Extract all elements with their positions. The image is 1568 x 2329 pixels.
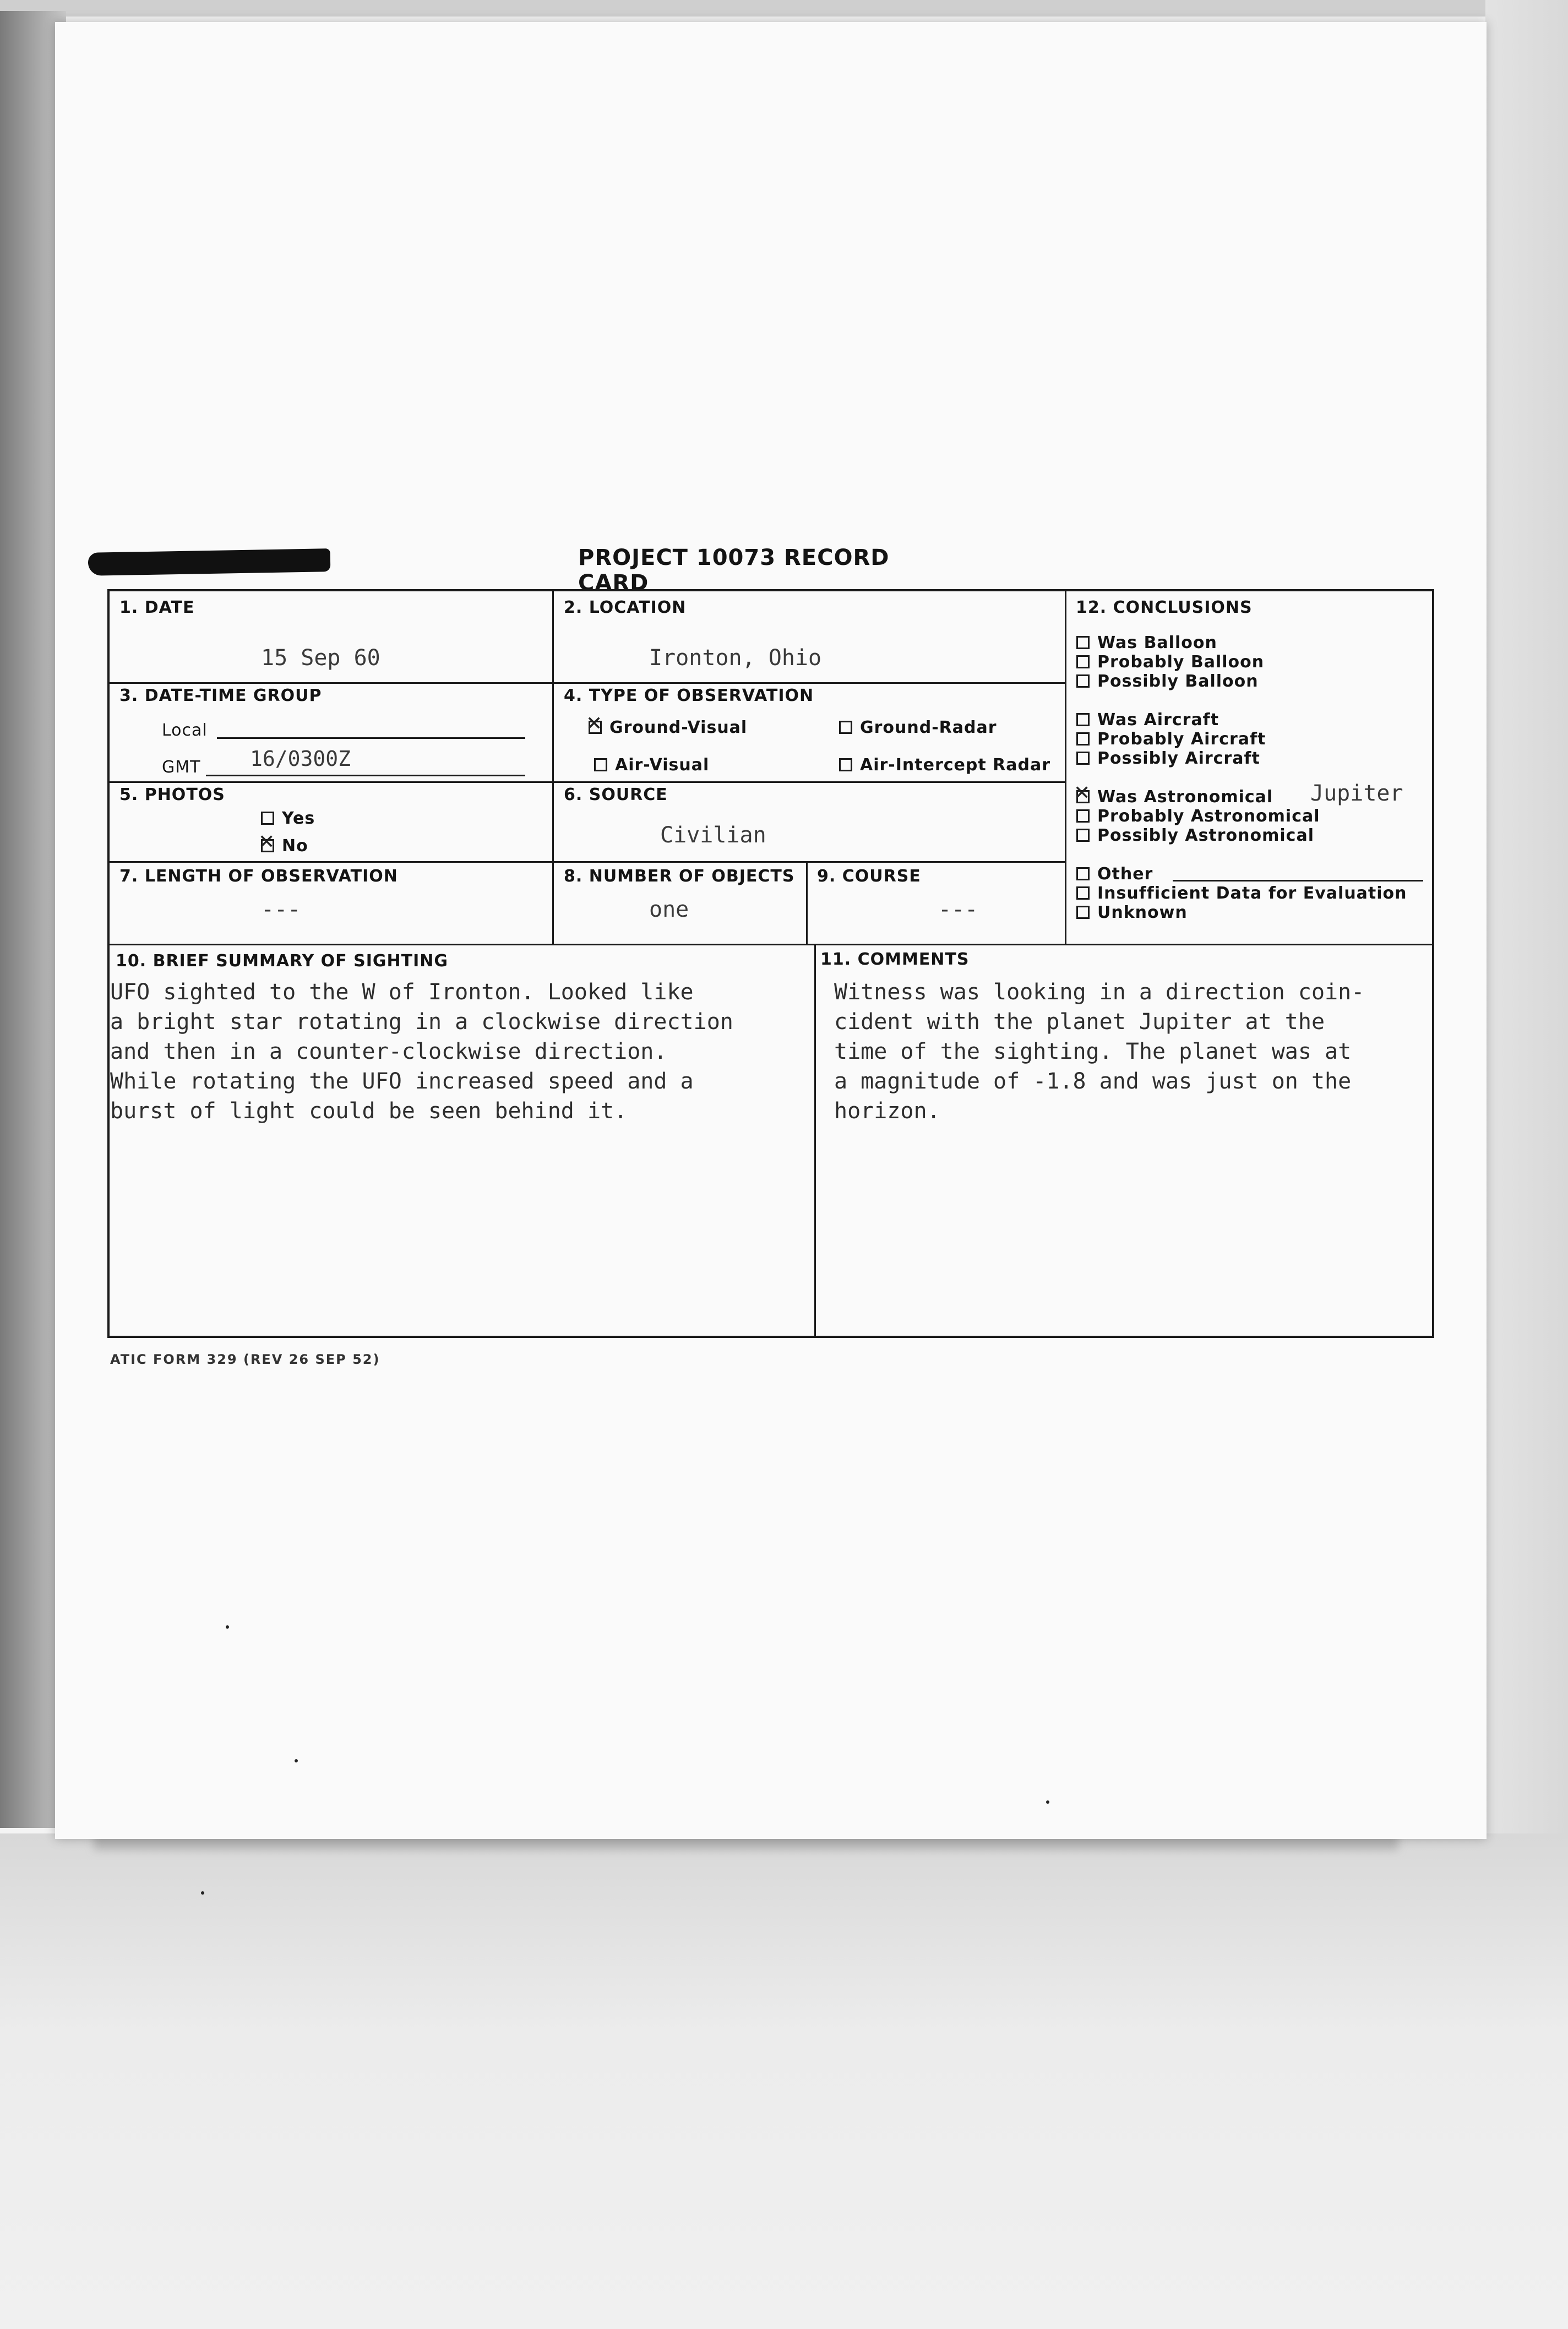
summary-line-2: a bright star rotating in a clockwise direction [110,1009,733,1035]
date-value: 15 Sep 60 [261,645,380,671]
obs-ground-radar: Ground-Radar [839,718,997,737]
photos-yes: Yes [261,809,315,828]
conclusion-annotation: Jupiter [1310,781,1403,806]
dtg-label: 3. DATE-TIME GROUP [119,686,322,705]
divider-v-2 [552,591,554,944]
summary-line-3: and then in a counter-clockwise direction. [110,1039,667,1064]
obs-ground-visual: ✕Ground-Visual [589,718,747,737]
divider-v-11 [814,944,816,1338]
checkbox[interactable] [1076,752,1090,765]
conclusion-was-aircraft: Was Aircraft [1076,710,1219,730]
comments-line-3: time of the sighting. The planet was at [834,1039,1352,1064]
conclusion-possibly-astronomical: Possibly Astronomical [1076,826,1314,845]
conclusion-unknown: Unknown [1076,903,1188,922]
ground-visual-checkbox[interactable] [589,721,602,734]
checkbox[interactable] [1076,713,1090,726]
dtg-gmt-value: 16/0300Z [250,747,351,771]
comments-line-4: a magnitude of -1.8 and was just on the [834,1069,1352,1094]
conclusion-probably-balloon: Probably Balloon [1076,652,1264,672]
comments-line-1: Witness was looking in a direction coin- [834,980,1365,1005]
conclusion-was-astronomical: ✕Was Astronomical [1076,787,1273,807]
photos-no: ✕No [261,836,308,856]
conclusion-possibly-aircraft: Possibly Aircraft [1076,749,1260,768]
conclusion-other: Other [1076,864,1153,884]
checkbox[interactable] [1076,732,1090,746]
length-label: 7. LENGTH OF OBSERVATION [119,867,398,886]
comments-line-5: horizon. [834,1098,940,1124]
divider-h-10 [110,944,1434,945]
film-edge-right [1485,0,1568,1872]
dust-speck [295,1759,298,1762]
dtg-local-line [217,737,525,739]
dtg-local-label: Local [162,721,208,740]
divider-h-5 [110,861,1065,863]
location-label: 2. LOCATION [564,598,687,617]
source-label: 6. SOURCE [564,785,668,804]
conclusion-probably-astronomical: Probably Astronomical [1076,807,1320,826]
air-intercept-radar-checkbox[interactable] [839,758,852,771]
objects-label: 8. NUMBER OF OBJECTS [564,867,795,886]
photos-yes-checkbox[interactable] [261,812,274,825]
photos-label: 5. PHOTOS [119,785,225,804]
dtg-gmt-line [206,775,525,776]
course-label: 9. COURSE [817,867,921,886]
obs-air-intercept-radar: Air-Intercept Radar [839,755,1050,775]
ground-radar-checkbox[interactable] [839,721,852,734]
comments-line-2: cident with the planet Jupiter at the [834,1009,1325,1035]
checkbox[interactable] [1076,674,1090,688]
checkbox[interactable] [1076,829,1090,842]
air-visual-checkbox[interactable] [594,758,607,771]
checkbox[interactable] [1076,886,1090,900]
obs-air-visual: Air-Visual [594,755,709,775]
conclusion-insufficient-data: Insufficient Data for Evaluation [1076,884,1407,903]
checkbox[interactable] [1076,790,1090,803]
length-value: --- [261,897,301,922]
date-label: 1. DATE [119,598,195,617]
checkbox[interactable] [1076,809,1090,823]
summary-line-5: burst of light could be seen behind it. [110,1098,628,1124]
redaction-mark [88,548,331,576]
summary-label: 10. BRIEF SUMMARY OF SIGHTING [116,951,448,971]
dust-speck [201,1891,204,1895]
source-value: Civilian [660,823,766,848]
conclusion-possibly-balloon: Possibly Balloon [1076,672,1259,691]
observation-label: 4. TYPE OF OBSERVATION [564,686,814,705]
dust-speck [1046,1800,1049,1804]
conclusion-probably-aircraft: Probably Aircraft [1076,730,1266,749]
form-id: ATIC FORM 329 (REV 26 SEP 52) [110,1352,380,1367]
dust-speck [226,1625,229,1629]
objects-value: one [649,897,689,922]
course-value: --- [938,897,978,922]
checkbox[interactable] [1076,906,1090,919]
divider-v-12 [1065,591,1066,944]
divider-h-3 [110,781,1065,783]
film-edge-top [0,0,1568,17]
divider-v-9 [806,861,808,944]
dtg-gmt-label: GMT [162,758,201,777]
conclusion-was-balloon: Was Balloon [1076,633,1217,652]
checkbox[interactable] [1076,867,1090,880]
summary-line-4: While rotating the UFO increased speed and a [110,1069,694,1094]
comments-label: 11. COMMENTS [820,950,970,969]
photos-no-checkbox[interactable] [261,839,274,852]
checkbox[interactable] [1076,655,1090,668]
conclusions-label: 12. CONCLUSIONS [1076,598,1253,617]
divider-h-1 [110,682,1065,684]
film-background-lower [0,1833,1568,2329]
location-value: Ironton, Ohio [649,645,822,671]
summary-line-1: UFO sighted to the W of Ironton. Looked like [110,980,694,1005]
checkbox[interactable] [1076,636,1090,649]
other-line [1173,880,1423,881]
card-title: PROJECT 10073 RECORD CARD [578,545,890,596]
